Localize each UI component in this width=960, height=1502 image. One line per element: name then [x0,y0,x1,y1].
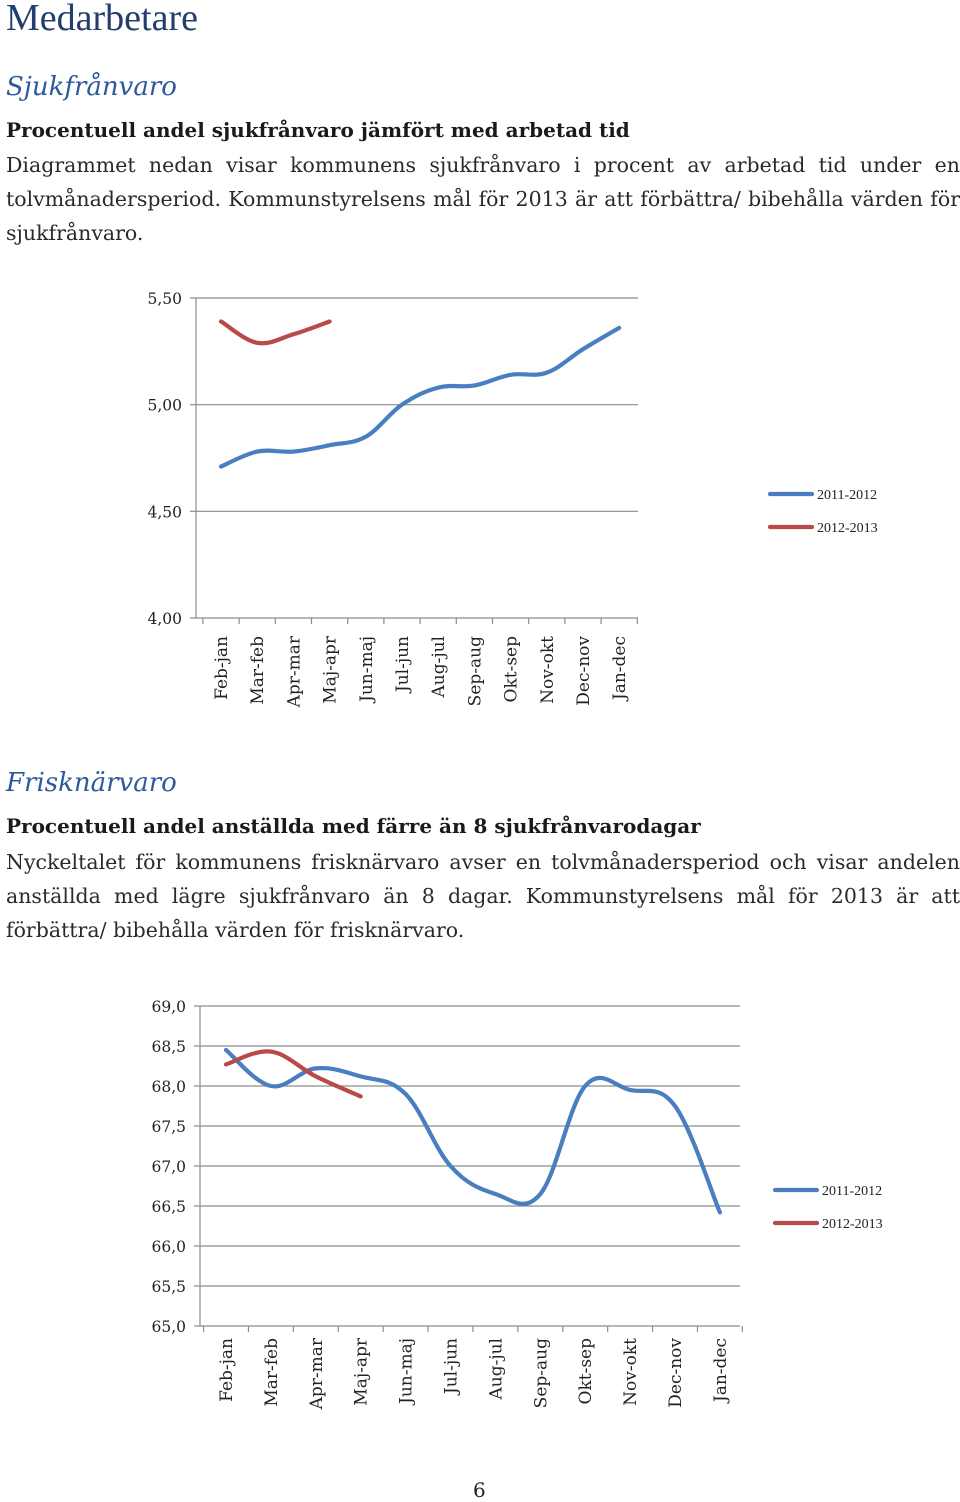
section-heading-frisknarvaro: Frisknärvaro [6,768,177,798]
section-paragraph-sjukfranvaro: Diagrammet nedan visar kommunens sjukfrånvaro i procent av arbetad tid under en tolvmånadersperiod. Kommunstyrelsens mål för 2013 är att förbättra/ bibehålla värden för sjukfrånvaro. [6,153,960,245]
x-category-label: Dec-nov [574,636,594,706]
x-category-label: Mar-feb [261,1338,282,1407]
page-title: Medarbetare [6,0,198,39]
x-category-label: Maj-apr [351,1338,372,1406]
section-subheading-frisknarvaro: Procentuell andel anställda med färre än 8 sjukfrånvarodagar [6,814,701,838]
x-category-label: Okt-sep [576,1338,597,1405]
y-tick-label: 68,0 [151,1078,186,1096]
x-category-label: Nov-okt [537,636,558,704]
legend-label: 2012-2013 [822,1217,883,1232]
y-tick-label: 67,5 [151,1118,186,1136]
x-category-label: Okt-sep [501,636,522,703]
x-category-label: Jul-jun [441,1338,462,1395]
y-tick-label: 4,00 [147,610,182,628]
legend-label: 2012-2013 [817,521,878,536]
y-tick-label: 69,0 [151,998,186,1016]
y-tick-label: 5,50 [147,290,182,308]
x-category-label: Jul-jun [393,636,413,693]
series-line-2011-2012 [226,1050,720,1212]
legend-label: 2011-2012 [822,1184,883,1199]
y-tick-label: 66,5 [151,1198,186,1216]
section-paragraph-frisknarvaro: Nyckeltalet för kommunens frisknärvaro avser en tolvmånadersperiod och visar andelen anställda med lägre sjukfrånvaro än 8 dagar. Kommunstyrelsens mål för 2013 är att förbättra/ bibehålla värden för frisknärvaro. [6,850,960,942]
series-line-2012-2013 [226,1051,361,1096]
legend-label: 2011-2012 [817,488,878,503]
x-category-label: Sep-aug [465,636,486,707]
section-subheading-sjukfranvaro: Procentuell andel sjukfrånvaro jämfört med arbetad tid [6,118,630,142]
y-tick-label: 5,00 [147,396,182,415]
x-category-label: Aug-jul [486,1338,507,1400]
x-category-label: Feb-jan [212,636,232,700]
x-category-label: Dec-nov [666,1338,686,1408]
x-category-label: Feb-jan [217,1338,237,1402]
y-tick-label: 4,50 [147,503,182,522]
x-category-label: Apr-mar [284,636,305,708]
y-tick-label: 68,5 [151,1038,186,1056]
x-category-label: Mar-feb [248,636,269,705]
x-category-label: Maj-apr [320,636,341,704]
y-tick-label: 66,0 [151,1238,186,1256]
x-category-label: Nov-okt [621,1338,642,1406]
page-number: 6 [473,1478,486,1502]
y-tick-label: 65,0 [151,1318,186,1336]
x-category-label: Jan-dec [610,636,631,701]
x-category-label: Jan-dec [710,1338,731,1403]
x-category-label: Jun-maj [396,1338,417,1404]
y-tick-label: 67,0 [151,1158,186,1176]
y-tick-label: 65,5 [151,1278,186,1296]
x-category-label: Aug-jul [429,636,450,698]
x-category-label: Jun-maj [356,636,377,702]
section-heading-sjukfranvaro: Sjukfrånvaro [6,72,177,102]
x-category-label: Sep-aug [531,1338,552,1409]
x-category-label: Apr-mar [306,1338,327,1410]
